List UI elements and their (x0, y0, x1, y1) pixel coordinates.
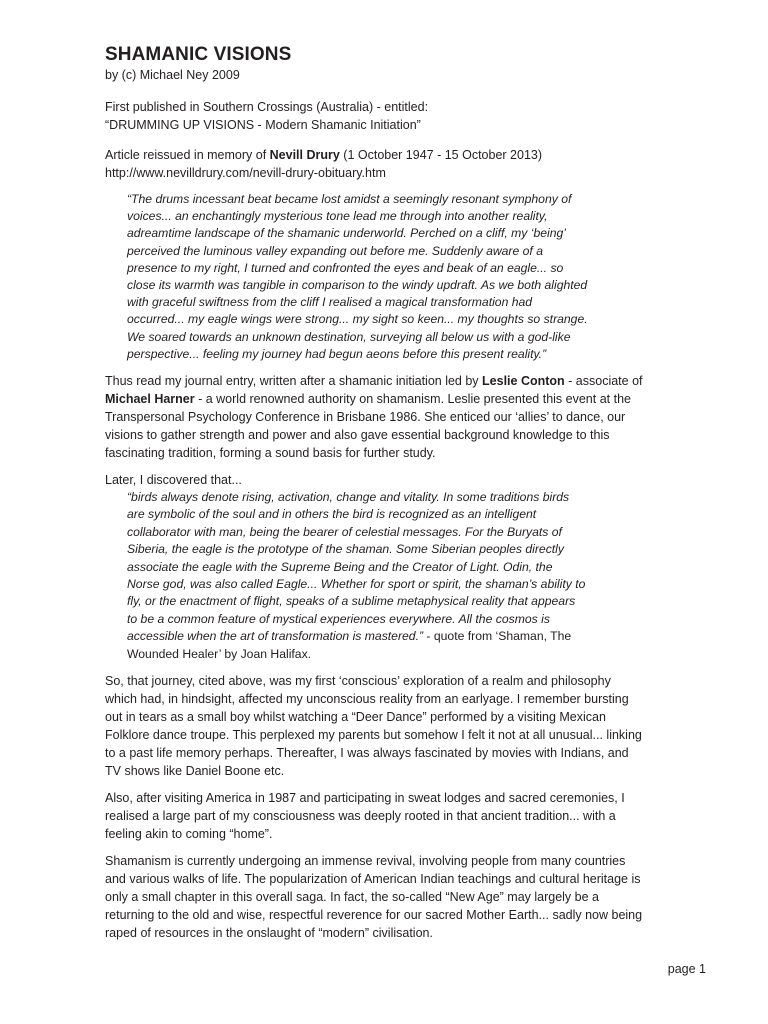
reissue-prefix: Article reissued in memory of (105, 148, 270, 162)
reissue-name: Nevill Drury (269, 148, 340, 162)
halifax-quote (127, 489, 587, 663)
paragraph-journey: So, that journey, cited above, was my first ‘conscious’ exploration of a realm and philosophy which had, in hindsight, affected my unconscious reality from an earlyage. I remember bursting out in tears as a small boy whilst watching a “Deer Dance” performed by a visiting Mexican Folklore dance troupe. This perplexed my parents but somehow I felt it not at all unusual... linking to a past life memory perhaps. Thereafter, I was always fascinated by movies with Indians, and TV shows like Daniel Boone etc. (105, 674, 642, 779)
paragraph-revival: Shamanism is currently undergoing an immense revival, involving people from many countries and various walks of life. The popularization of American Indian teachings and cultural heritage is only a small chapter in this overall saga. In fact, the so-called “New Age” may largely be a returning to the old and wise, respectful reverence for our sacred Mother Earth... sadly now being raped of resources in the onslaught of “modern” civilisation. (105, 854, 643, 941)
publication-note (105, 98, 645, 134)
halifax-quote-source: - quote from ‘Shaman, The Wounded Healer’ by Joan Halifax. (127, 629, 572, 661)
later-intro: Later, I discovered that... (105, 473, 242, 488)
paragraph-initiation-text-a: Thus read my journal entry, written after a shamanic initiation led by (105, 374, 483, 389)
journal-quote: “The drums incessant beat became lost amidst a seemingly resonant symphony of voices... an enchantingly mysterious tone lead me through into another reality, adreamtime landscape of the shamanic underworld. Perched on a cliff, my ‘being’ perceived the luminous valley expanding out before me. Suddenly aware of a presence to my right, I turned and confronted the eyes and beak of an eagle... so close its warmth was tangible in comparison to the windy updraft. As we both alighted with graceful swiftness from the cliff I realised a magical transformation had occurred... my eagle wings were strong... my sight so keen... my thoughts so strange. We soared towards an unknown destination, surveying all below us with a god-like perspective... feeling my journey had begun aeons before this present reality.” (127, 192, 588, 361)
page-number: page 1 (667, 962, 706, 976)
paragraph-america: Also, after visiting America in 1987 and participating in sweat lodges and sacred ceremonies, I realised a large part of my consciousness was deeply rooted in that ancient tradition... with a feeling akin to coming “home”. (105, 791, 625, 842)
reissue-note (105, 146, 645, 182)
reissue-url: http://www.nevilldrury.com/nevill-drury-obituary.htm (105, 166, 386, 180)
halifax-quote-text: “birds always denote rising, activation, change and vitality. In some traditions birds are symbolic of the soul and in others the bird is recognized as an intelligent collaborator with man, being the bearer of celestial messages. For the Buryats of Siberia, the eagle is the prototype of the shaman. Some Siberian peoples directly associate the eagle with the Supreme Being and the Creator of Light. Odin, the Norse god, was also called Eagle... Whether for sport or spirit, the shaman’s ability to fly, or the enactment of flight, speaks of a sublime metaphysical reality that appears to be a common feature of mystical experiences everywhere. All the cosmos is accessible when the art of transformation is mastered.” (127, 490, 586, 644)
paragraph-initiation-text-c: - a world renowned authority on shamanism. Leslie presented this event at the Transpersonal Psychology Conference in Brisbane 1986. She enticed our ‘allies’ to dance, our visions to gather strength and power and also gave essential background knowledge to this fascinating tradition, forming a sound basis for further study. (105, 392, 631, 461)
publication-line-1: First published in Southern Crossings (Australia) - entitled: (105, 100, 429, 114)
byline: by (c) Michael Ney 2009 (105, 68, 240, 82)
name-michael-harner: Michael Harner (105, 392, 195, 407)
paragraph-initiation-text-b: - associate of (564, 374, 643, 389)
paragraph-initiation (105, 372, 645, 462)
name-leslie-conton: Leslie Conton (482, 374, 565, 389)
reissue-line (105, 146, 645, 164)
reissue-dates: (1 October 1947 - 15 October 2013) (339, 148, 543, 162)
document-title: SHAMANIC VISIONS (105, 44, 292, 65)
document-page (105, 44, 645, 942)
publication-line-2: “DRUMMING UP VISIONS - Modern Shamanic Initiation” (105, 118, 421, 132)
